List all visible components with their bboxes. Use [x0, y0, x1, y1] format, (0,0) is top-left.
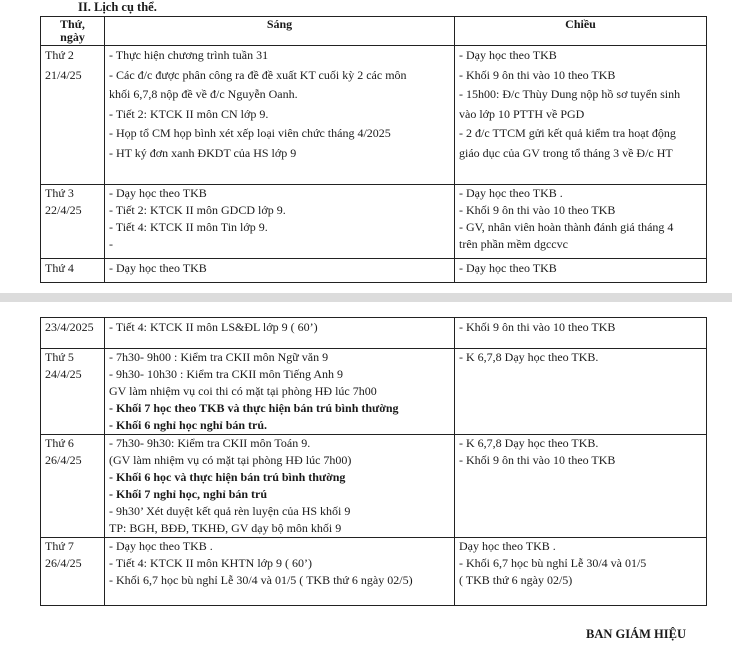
morning-line: - Dạy học theo TKB	[109, 261, 207, 275]
afternoon-line: - Khối 9 ôn thi vào 10 theo TKB	[459, 203, 616, 217]
morning-line: - Khối 7 học theo TKB và thực hiện bán trú bình thường	[109, 401, 399, 415]
morning-line: - Tiết 4: KTCK II môn KHTN lớp 9 ( 60’)	[109, 556, 313, 570]
date-label: 26/4/25	[45, 453, 82, 467]
day-label: Thứ 6	[45, 436, 74, 450]
afternoon-cell	[455, 46, 707, 185]
date-label: 21/4/25	[45, 67, 82, 82]
afternoon-cell	[455, 259, 707, 283]
table-row	[41, 46, 707, 185]
page-break-divider	[0, 293, 732, 302]
day-cell	[41, 185, 105, 259]
morning-line: - Tiết 2: KTCK II môn CN lớp 9.	[109, 106, 269, 121]
day-label: 23/4/2025	[45, 320, 94, 334]
date-label: 26/4/25	[45, 556, 82, 570]
morning-line: - Các đ/c được phân công ra đề đề xuất KT cuối kỳ 2 các môn	[109, 67, 407, 82]
morning-line: - Khối 6 nghỉ học nghỉ bán trú.	[109, 418, 268, 432]
table-row	[41, 259, 707, 283]
morning-line: - Họp tổ CM họp bình xét xếp loại viên chức tháng 4/2025	[109, 126, 391, 140]
afternoon-line: - 2 đ/c TTCM gửi kết quả kiểm tra hoạt động	[459, 126, 676, 140]
schedule-table-1	[40, 16, 707, 283]
day-cell	[41, 435, 105, 538]
morning-cell	[105, 349, 455, 435]
day-label: Thứ 5	[45, 350, 74, 364]
morning-line: - Tiết 2: KTCK II môn GDCD lớp 9.	[109, 203, 286, 217]
afternoon-line: - Dạy học theo TKB	[459, 261, 557, 275]
afternoon-line: - K 6,7,8 Dạy học theo TKB.	[459, 350, 599, 364]
afternoon-cell	[455, 185, 707, 259]
morning-line: - HT ký đơn xanh ĐKDT của HS lớp 9	[109, 145, 297, 160]
day-label: Thứ 4	[45, 261, 74, 275]
morning-cell	[105, 185, 455, 259]
afternoon-cell	[455, 318, 707, 349]
morning-cell	[105, 538, 455, 606]
morning-cell	[105, 46, 455, 185]
day-label: Thứ 7	[45, 539, 74, 553]
date-label: 22/4/25	[45, 203, 82, 217]
header-day: Thứ, ngày	[41, 17, 105, 46]
table-row	[41, 538, 707, 606]
afternoon-line: - 15h00: Đ/c Thùy Dung nộp hồ sơ tuyển sinh	[459, 87, 681, 101]
day-cell	[41, 349, 105, 435]
table-row	[41, 318, 707, 349]
afternoon-line: vào lớp 10 PTTH về PGD	[459, 106, 585, 121]
schedule-table-2	[40, 317, 707, 606]
table-row	[41, 435, 707, 538]
morning-line: TP: BGH, BĐĐ, TKHĐ, GV dạy bộ môn khối 9	[109, 521, 342, 535]
morning-line: - Dạy học theo TKB	[109, 186, 207, 200]
morning-line: -	[109, 237, 113, 251]
morning-line: - 7h30- 9h30: Kiểm tra CKII môn Toán 9.	[109, 436, 311, 450]
afternoon-line: - K 6,7,8 Dạy học theo TKB.	[459, 436, 599, 450]
morning-cell	[105, 318, 455, 349]
afternoon-line: - Khối 9 ôn thi vào 10 theo TKB	[459, 453, 616, 467]
morning-line: GV làm nhiệm vụ coi thi có mặt tại phòng HĐ lúc 7h00	[109, 384, 377, 398]
afternoon-line: - Khối 9 ôn thi vào 10 theo TKB	[459, 320, 616, 334]
afternoon-line: trên phần mềm dgccvc	[459, 237, 568, 251]
afternoon-line: - Khối 9 ôn thi vào 10 theo TKB	[459, 67, 616, 82]
morning-line: - Tiết 4: KTCK II môn Tin lớp 9.	[109, 220, 268, 234]
morning-line: - Tiết 4: KTCK II môn LS&ĐL lớp 9 ( 60’)	[109, 320, 318, 334]
afternoon-line: ( TKB thứ 6 ngày 02/5)	[459, 573, 573, 587]
day-label: Thứ 3	[45, 186, 74, 200]
morning-line: - 9h30- 10h30 : Kiểm tra CKII môn Tiếng Anh 9	[109, 367, 343, 381]
afternoon-cell	[455, 349, 707, 435]
afternoon-line: - Dạy học theo TKB	[459, 48, 557, 62]
table-header-row	[41, 17, 707, 46]
header-afternoon: Chiều	[455, 17, 707, 46]
table-row	[41, 185, 707, 259]
morning-line: - Thực hiện chương trình tuần 31	[109, 48, 269, 62]
morning-line: khối 6,7,8 nộp đề về đ/c Nguyễn Oanh.	[109, 87, 298, 101]
morning-line: - Khối 6 học và thực hiện bán trú bình thường	[109, 470, 346, 484]
morning-cell	[105, 435, 455, 538]
section-heading: II. Lịch cụ thể.	[78, 0, 157, 14]
afternoon-line: - Dạy học theo TKB .	[459, 186, 563, 200]
signature-label: BAN GIÁM HIỆU	[586, 627, 687, 641]
morning-line: - Khối 7 nghỉ học, nghỉ bán trú	[109, 487, 268, 501]
morning-line: - 9h30’ Xét duyệt kết quả rèn luyện của HS khối 9	[109, 504, 351, 518]
afternoon-line: - Khối 6,7 học bù nghỉ Lễ 30/4 và 01/5	[459, 556, 647, 570]
day-cell	[41, 46, 105, 185]
afternoon-cell	[455, 435, 707, 538]
table-row	[41, 349, 707, 435]
day-cell	[41, 259, 105, 283]
morning-line: - Dạy học theo TKB .	[109, 539, 213, 553]
date-label: 24/4/25	[45, 367, 82, 381]
morning-line: - 7h30- 9h00 : Kiểm tra CKII môn Ngữ văn 9	[109, 350, 329, 364]
morning-cell	[105, 259, 455, 283]
day-cell	[41, 538, 105, 606]
day-cell	[41, 318, 105, 349]
afternoon-line: - GV, nhân viên hoàn thành đánh giá tháng 4	[459, 220, 674, 234]
morning-line: - Khối 6,7 học bù nghỉ Lễ 30/4 và 01/5 ( TKB thứ 6 ngày 02/5)	[109, 573, 413, 587]
header-morning: Sáng	[105, 17, 455, 46]
afternoon-line: Dạy học theo TKB .	[459, 539, 556, 553]
day-label: Thứ 2	[45, 48, 74, 62]
afternoon-cell	[455, 538, 707, 606]
afternoon-line: giáo dục của GV trong tổ tháng 3 về Đ/c HT	[459, 145, 673, 160]
morning-line: (GV làm nhiệm vụ có mặt tại phòng HĐ lúc 7h00)	[109, 453, 352, 467]
